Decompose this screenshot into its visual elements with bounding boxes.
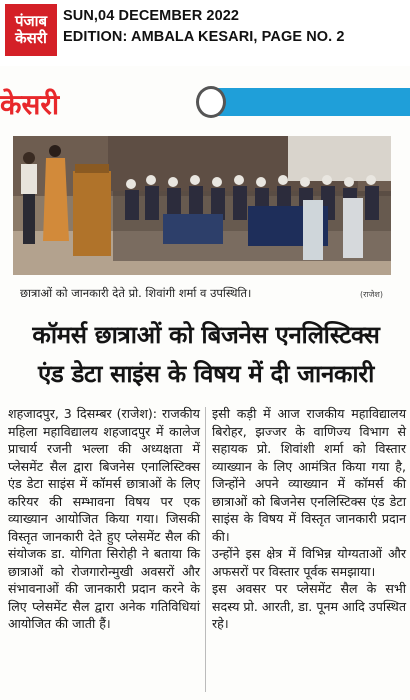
article-left-text: शहजादपुर, 3 दिसम्बर (राजेश): राजकीय महिला महाविद्यालय शहजादपुर में कालेज प्राचार्य रजनी भल्ला की अध्यक्षता में प्लेसमेंट सैल द्वारा बिजनेस एनालिस्टिक्स एंड डेटा साइंस में कॉमर्स छात्राओं के लिए करियर की सम्भावना विषय पर एक व्याख्यान आयोजित किया गया। जिसकी विस्तृत जानकारी देते हुए प्लेसमेंट सैल की संयोजक डा. योगिता सिरोही ने बताया कि छात्राओं को रोजगारोन्मुखी अवसरों और संभावनाओं की जानकारी प्रदान करने के लिए प्लेसमेंट सैल द्वारा अनेक गतिविधियां आयोजित की जाती हैं।	[8, 406, 200, 631]
article-right-para-3: इस अवसर पर प्लेसमेंट सैल के सभी सदस्य प्रो. आरती, डा. पूनम आदि उपस्थित रहे।	[212, 581, 407, 631]
event-photo	[13, 136, 391, 275]
headline-line-2: एंड डेटा साइंस के विषय में दी जानकारी	[37, 360, 375, 388]
article-left-column	[8, 405, 200, 633]
edition-line: EDITION: AMBALA KESARI, PAGE NO. 2	[63, 29, 345, 45]
photo-credit: (राजेश)	[360, 290, 383, 299]
masthead-title: केसरी	[0, 88, 60, 121]
newspaper-logo	[5, 4, 57, 56]
date-line: SUN,04 DECEMBER 2022	[63, 8, 240, 24]
masthead-blue-strip	[212, 88, 410, 116]
logo-line-2: केसरी	[15, 29, 47, 47]
masthead-circle-icon	[196, 86, 226, 118]
photo-caption: छात्राओं को जानकारी देते प्रो. शिवांगी शर्मा व उपस्थिति।	[20, 286, 252, 300]
article-right-para-1: इसी कड़ी में आज राजकीय महाविद्यालय बिरोहर, झज्जर के वाणिज्य विभाग से सहायक प्रो. शिवांशी शर्मा को विस्तार व्याख्यान के लिए आमंत्रित किया गया है, जिन्होंने अपने व्याख्यान में कॉमर्स की छात्राओं को बिजनेस एनलिस्टिक्स एंड डेटा साइंस के विषय में विस्तृत जानकारी प्रदान की।	[212, 406, 406, 544]
article-right-para-2: उन्होंने इस क्षेत्र में विभिन्न योग्यताओं और अफसरों पर विस्तार पूर्वक समझाया।	[212, 546, 406, 579]
column-divider	[205, 407, 206, 692]
event-photo-illustration	[13, 136, 391, 275]
logo-line-1: पंजाब	[14, 11, 48, 30]
page-header	[0, 0, 410, 62]
headline-line-1: कॉमर्स छात्राओं को बिजनेस एनलिस्टिक्स	[32, 321, 380, 349]
article-right-column	[212, 405, 406, 633]
